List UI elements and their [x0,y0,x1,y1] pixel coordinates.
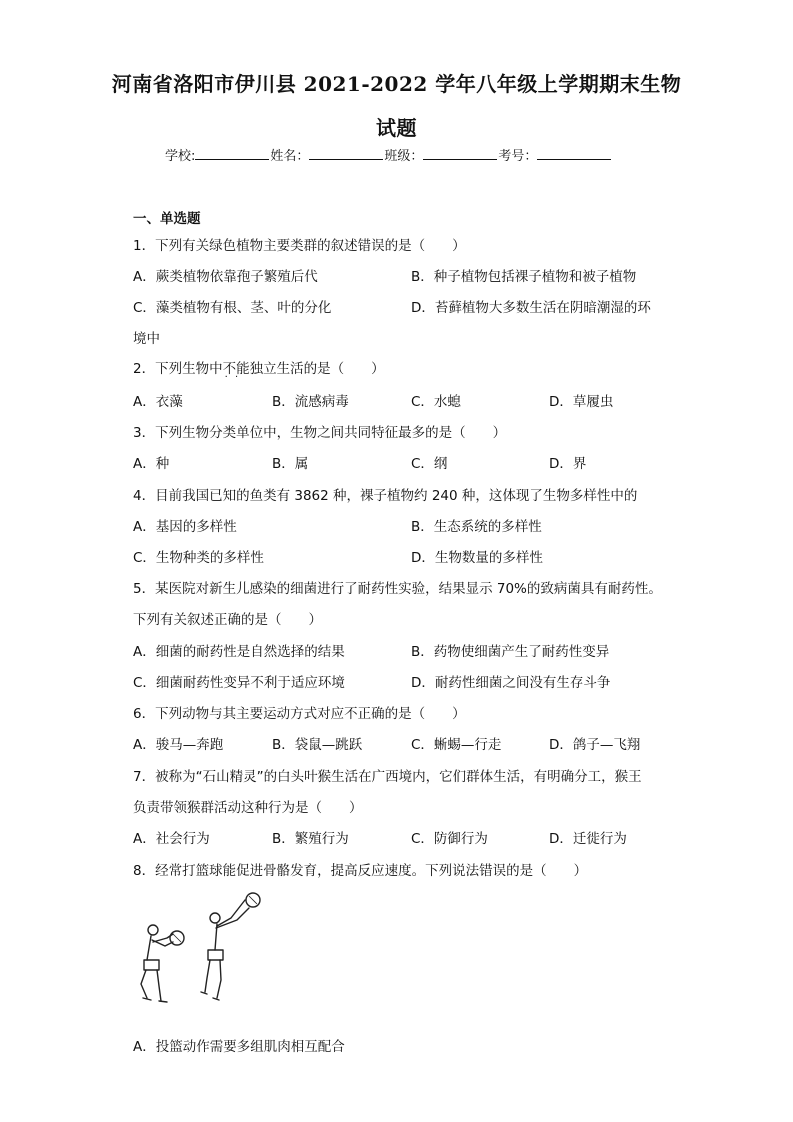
class-label: 班级： [384,149,424,164]
stem-text: 独立生活的是（ ） [249,361,385,377]
question-stem: 3．下列生物分类单位中，生物之间共同特征最多的是（ ） [133,425,507,441]
page-title: 河南省洛阳市伊川县 2021-2022 学年八年级上学期期末生物 [111,72,682,96]
option: D．迁徙行为 [549,831,627,847]
option: D．界 [549,456,587,472]
exam-number-label: 考号： [498,149,538,164]
name-label: 姓名： [270,149,310,164]
option: A．细菌的耐药性是自然选择的结果 [133,644,345,660]
question-stem: 8．经常打篮球能促进骨骼发育，提高反应速度。下列说法错误的是（ ） [133,863,588,879]
option: D．草履虫 [549,394,614,410]
option: A．投篮动作需要多组肌肉相互配合 [133,1039,345,1055]
school-label: 学校: [165,149,196,164]
question-stem: 5．某医院对新生儿感染的细菌进行了耐药性实验，结果显示 70%的致病菌具有耐药性。 [133,581,662,597]
option: A．衣藻 [133,394,183,410]
option: D．鸽子—飞翔 [549,737,641,753]
student-info-row [165,145,612,164]
option: C．生物种类的多样性 [133,550,264,566]
name-blank[interactable] [309,147,383,160]
basketball-players-illustration [133,888,273,1013]
option: B．属 [272,456,309,472]
option: C．防御行为 [411,831,488,847]
option: B．流感病毒 [272,394,349,410]
school-blank[interactable] [195,147,269,160]
option: A．基因的多样性 [133,519,237,535]
option: C．纲 [411,456,448,472]
option: D．苔藓植物大多数生活在阴暗潮湿的环 [411,300,651,316]
exam-number-blank[interactable] [537,147,611,160]
option-continuation: 境中 [133,331,160,347]
stem-text: 2．下列生物中 [133,361,223,377]
section-title: 一、单选题 [133,211,201,227]
option: C．藻类植物有根、茎、叶的分化 [133,300,332,316]
question-stem: 7．被称为“石山精灵”的白头叶猴生活在广西境内，它们群体生活，有明确分工，猴王 [133,769,642,785]
question-stem: 6．下列动物与其主要运动方式对应不正确的是（ ） [133,706,466,722]
option: A．骏马—奔跑 [133,737,224,753]
option: A．社会行为 [133,831,210,847]
question-stem-continued: 负责带领猴群活动这种行为是（ ） [133,800,363,816]
option: C．细菌耐药性变异不利于适应环境 [133,675,345,691]
question-stem: 1．下列有关绿色植物主要类群的叙述错误的是（ ） [133,238,466,254]
page-title-continued: 试题 [376,116,417,140]
class-blank[interactable] [423,147,497,160]
option: D．耐药性细菌之间没有生存斗争 [411,675,611,691]
option: C．蜥蜴—行走 [411,737,502,753]
option: B．种子植物包括裸子植物和被子植物 [411,269,637,285]
option: A．蕨类植物依靠孢子繁殖后代 [133,269,318,285]
option: D．生物数量的多样性 [411,550,543,566]
emphasis-text: 不能 · · [223,361,250,377]
option: B．繁殖行为 [272,831,349,847]
option: B．袋鼠—跳跃 [272,737,363,753]
option: C．水螅 [411,394,461,410]
question-stem [133,357,385,377]
question-stem-continued: 下列有关叙述正确的是（ ） [133,612,322,628]
option: B．生态系统的多样性 [411,519,542,535]
option: B．药物使细菌产生了耐药性变异 [411,644,610,660]
question-stem: 4．目前我国已知的鱼类有 3862 种，裸子植物约 240 种，这体现了生物多样性中的 [133,488,638,504]
option: A．种 [133,456,170,472]
